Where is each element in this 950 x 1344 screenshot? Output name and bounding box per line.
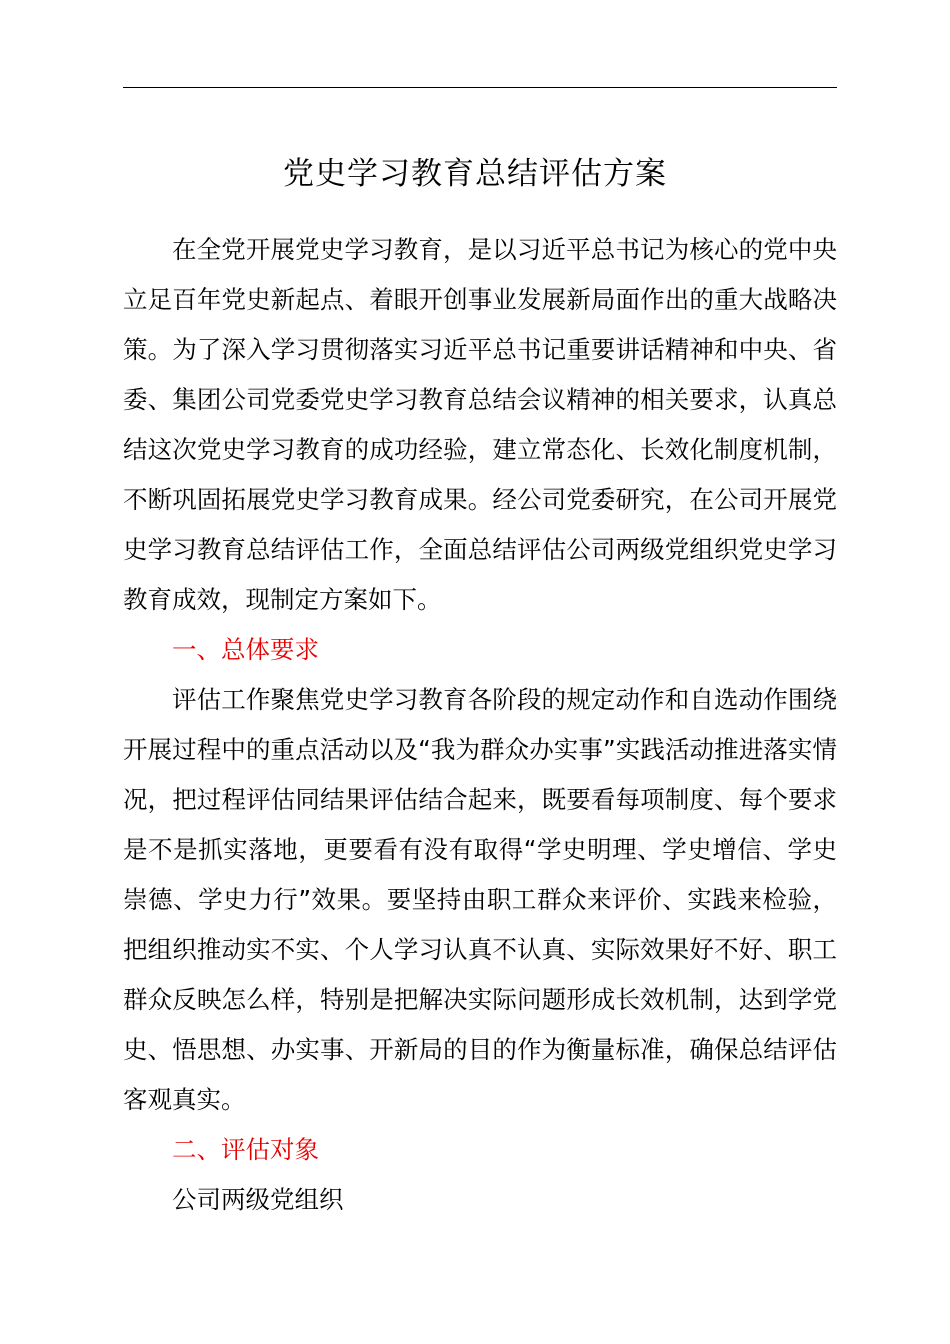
section-heading-overall-requirements: 一、总体要求 — [172, 635, 319, 664]
section-heading-evaluation-targets: 二、评估对象 — [172, 1135, 319, 1164]
intro-paragraph: 在全党开展党史学习教育，是以习近平总书记为核心的党中央立足百年党史新起点、着眼开创事业发展新局面作出的重大战略决策。为了深入学习贯彻落实习近平总书记重要讲话精神和中央、省委、集团公司党委党史学习教育总结会议精神的相关要求，认真总结这次党史学习教育的成功经验，建立常态化、长效化制度机制，不断巩固拓展党史学习教育成果。经公司党委研究，在公司开展党史学习教育总结评估工作，全面总结评估公司两级党组织党史学习教育成效，现制定方案如下。 — [123, 235, 837, 614]
document-body — [123, 225, 837, 1225]
section-body-evaluation-targets: 公司两级党组织 — [172, 1185, 344, 1214]
section-body-overall-requirements: 评估工作聚焦党史学习教育各阶段的规定动作和自选动作围绕开展过程中的重点活动以及“我为群众办实事”实践活动推进落实情况，把过程评估同结果评估结合起来，既要看每项制度、每个要求是不是抓实落地，更要看有没有取得“学史明理、学史增信、学史崇德、学史力行”效果。要坚持由职工群众来评价、实践来检验，把组织推动实不实、个人学习认真不认真、实际效果好不好、职工群众反映怎么样，特别是把解决实际问题形成长效机制，达到学党史、悟思想、办实事、开新局的目的作为衡量标准，确保总结评估客观真实。 — [123, 685, 837, 1114]
document-title: 党史学习教育总结评估方案 — [283, 156, 667, 192]
header-rule — [123, 87, 837, 88]
